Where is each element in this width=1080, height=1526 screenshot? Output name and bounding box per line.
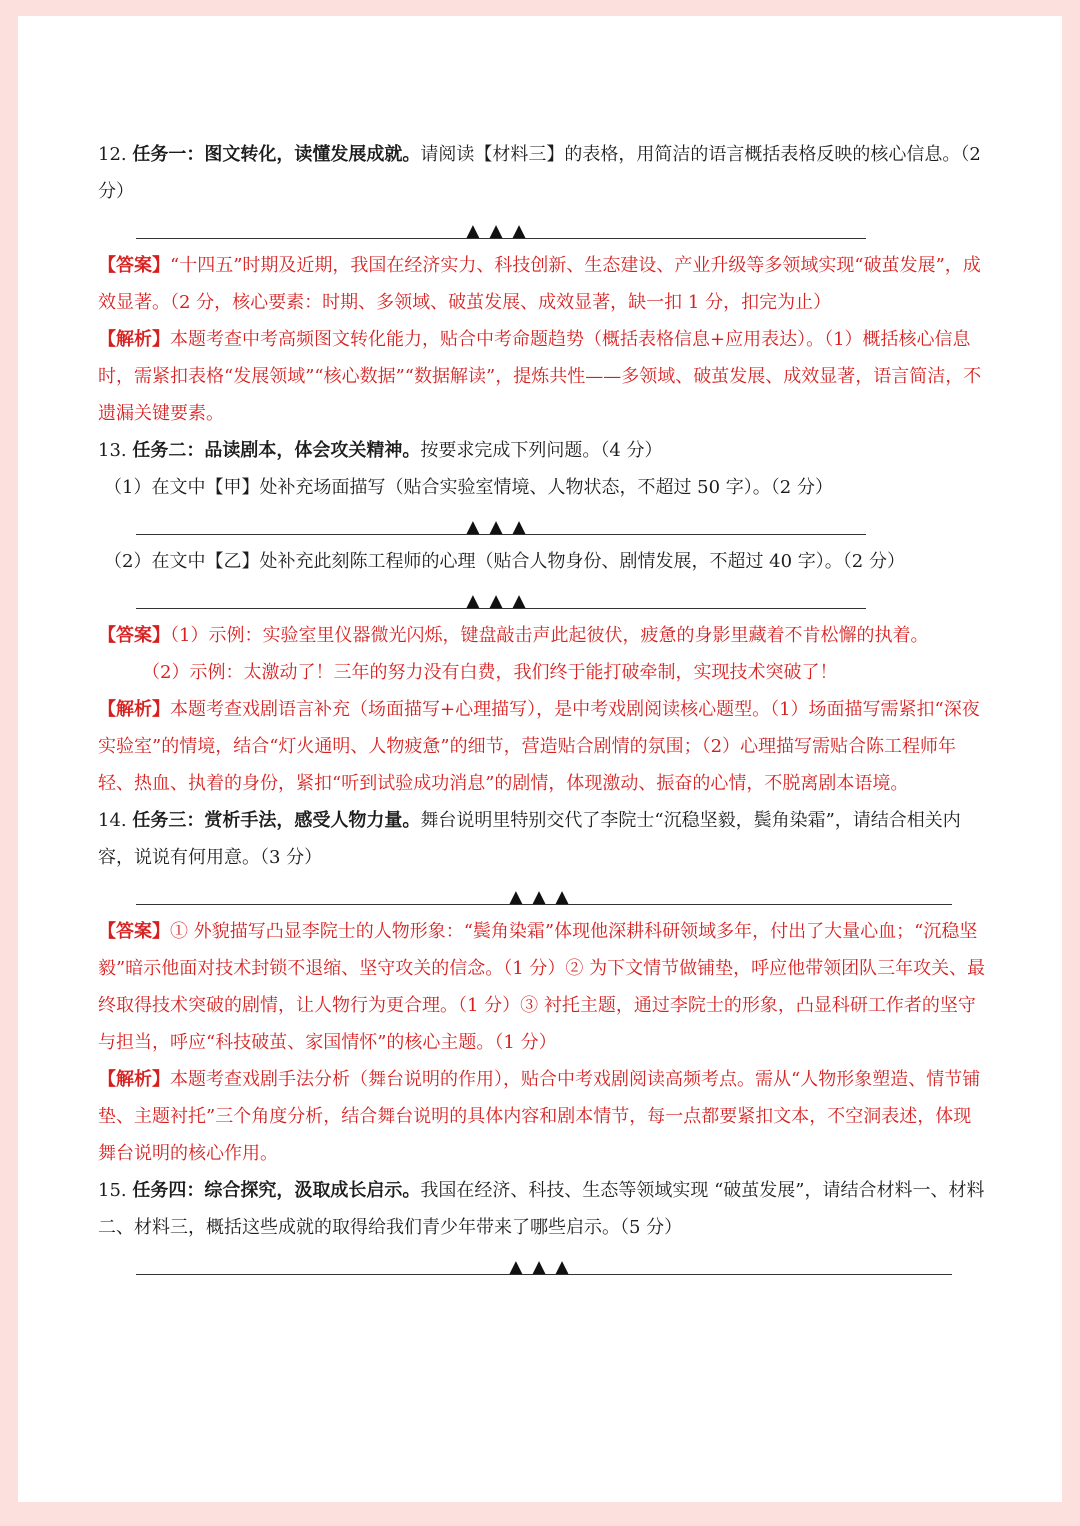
- answer-tag: 【答案】: [98, 921, 170, 942]
- task-title: 任务一：图文转化，读懂发展成就。: [132, 144, 421, 165]
- analysis-block: [98, 691, 986, 802]
- answer-line: [136, 506, 866, 543]
- answer-tag: 【答案】: [98, 625, 170, 646]
- answer-text: ① 外貌描写凸显李院士的人物形象：“鬓角染霜”体现他深耕科研领域多年，付出了大量心血；“沉稳坚毅”暗示他面对技术封锁不退缩、坚守攻关的信念。（1 分）② 为下文情节做铺垫，呼应他带领团队三年攻关、最终取得技术突破的剧情，让人物行为更合理。（1 分）③ 衬托主题，通过李院士的形象，凸显科研工作者的坚守与担当，呼应“科技破茧、家国情怀”的核心主题。（1 分）: [98, 921, 986, 1053]
- question-text: 舞台说明里特别交代了李院士“沉稳坚毅，鬓角染霜”，请结合相关内容，说说有何用意。（3 分）: [98, 810, 961, 868]
- answer-line: [136, 876, 952, 913]
- task-title: 任务三：赏析手法，感受人物力量。: [132, 810, 421, 831]
- answer-text: “十四五”时期及近期，我国在经济实力、科技创新、生态建设、产业升级等多领域实现“破茧发展”，成效显著。（2 分，核心要素：时期、多领域、破茧发展、成效显著，缺一扣 1 分，扣完为止）: [98, 255, 981, 313]
- answer-mark-icon: ▲▲▲: [466, 221, 536, 241]
- analysis-block: [98, 321, 986, 432]
- answer-block: [98, 617, 986, 654]
- answer-mark-icon: ▲▲▲: [509, 1257, 579, 1277]
- question-15: [98, 1172, 986, 1246]
- answer-text: （1）示例：实验室里仪器微光闪烁，键盘敲击声此起彼伏，疲惫的身影里藏着不肯松懈的执着。: [170, 625, 929, 646]
- question-14: [98, 802, 986, 876]
- analysis-text: 本题考查戏剧语言补充（场面描写+心理描写），是中考戏剧阅读核心题型。（1）场面描写需紧扣“深夜实验室”的情境，结合“灯火通明、人物疲惫”的细节，营造贴合剧情的氛围；（2）心理描写需贴合陈工程师年轻、热血、执着的身份，紧扣“听到试验成功消息”的剧情，体现激动、振奋的心情，不脱离剧本语境。: [98, 699, 980, 794]
- question-number: 15.: [98, 1180, 127, 1201]
- analysis-text: 本题考查戏剧手法分析（舞台说明的作用），贴合中考戏剧阅读高频考点。需从“人物形象塑造、情节铺垫、主题衬托”三个角度分析，结合舞台说明的具体内容和剧本情节，每一点都要紧扣文本，不空洞表述，体现舞台说明的核心作用。: [98, 1069, 981, 1164]
- analysis-text: 本题考查中考高频图文转化能力，贴合中考命题趋势（概括表格信息+应用表达）。（1）概括核心信息时，需紧扣表格“发展领域”“核心数据”“数据解读”，提炼共性——多领域、破茧发展、成效显著，语言简洁，不遗漏关键要素。: [98, 329, 982, 424]
- analysis-tag: 【解析】: [98, 329, 170, 350]
- answer-block: [98, 247, 986, 321]
- question-text: 我国在经济、科技、生态等领域实现 “破茧发展”，请结合材料一、材料二、材料三，概括这些成就的取得给我们青少年带来了哪些启示。（5 分）: [98, 1180, 985, 1238]
- answer-line: [136, 580, 866, 617]
- question-number: 14.: [98, 810, 127, 831]
- task-title: 任务四：综合探究，汲取成长启示。: [132, 1180, 421, 1201]
- answer-text-2: （2）示例：太激动了！三年的努力没有白费，我们终于能打破牵制，实现技术突破了！: [142, 662, 838, 683]
- answer-mark-icon: ▲▲▲: [466, 591, 536, 611]
- worksheet-content: [98, 136, 986, 1283]
- analysis-tag: 【解析】: [98, 699, 170, 720]
- answer-line: [136, 210, 866, 247]
- paper-page: [18, 16, 1062, 1502]
- answer-tag: 【答案】: [98, 255, 170, 276]
- answer-mark-icon: ▲▲▲: [509, 887, 579, 907]
- question-text: 按要求完成下列问题。（4 分）: [420, 440, 663, 461]
- analysis-block: [98, 1061, 986, 1172]
- answer-line: [136, 1246, 952, 1283]
- task-title: 任务二：品读剧本，体会攻关精神。: [132, 440, 421, 461]
- sub-question-1: （1）在文中【甲】处补充场面描写（贴合实验室情境、人物状态，不超过 50 字）。（2 分）: [104, 477, 833, 498]
- question-text: 请阅读【材料三】的表格，用简洁的语言概括表格反映的核心信息。（2 分）: [98, 144, 981, 202]
- answer-block: [98, 913, 986, 1061]
- question-12: [98, 136, 986, 210]
- analysis-tag: 【解析】: [98, 1069, 170, 1090]
- question-number: 12.: [98, 144, 127, 165]
- sub-question-2: （2）在文中【乙】处补充此刻陈工程师的心理（贴合人物身份、剧情发展，不超过 40 字）。（2 分）: [104, 551, 905, 572]
- answer-mark-icon: ▲▲▲: [466, 517, 536, 537]
- question-number: 13.: [98, 440, 127, 461]
- question-13: [98, 432, 986, 469]
